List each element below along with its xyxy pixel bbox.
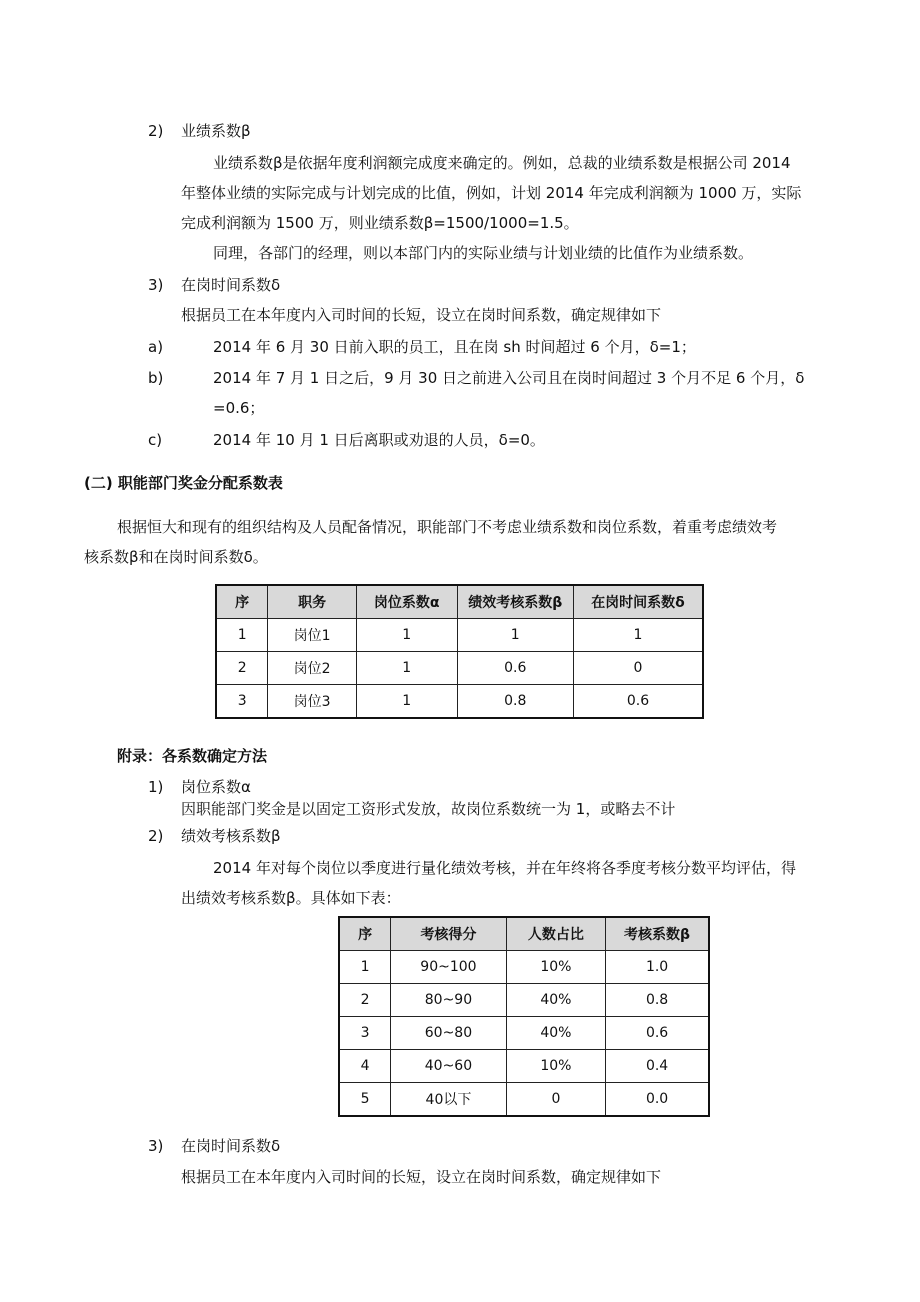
list-item-text: 2014 年 10 月 1 日后离职或劝退的人员，δ=0。	[213, 431, 545, 449]
table-cell: 40%	[506, 1017, 605, 1050]
table-row	[339, 1050, 709, 1083]
table-header-cell: 在岗时间系数δ	[574, 585, 703, 619]
paragraph-line: 2014 年对每个岗位以季度进行量化绩效考核，并在年终将各季度考核分数平均评估，得	[213, 859, 796, 877]
table-header-row	[216, 585, 703, 619]
table-cell: 3	[216, 685, 268, 719]
paragraph-line: 根据员工在本年度内入司时间的长短，设立在岗时间系数，确定规律如下	[181, 1168, 662, 1186]
list-item-text: =0.6；	[213, 399, 265, 417]
subsection-title: 在岗时间系数δ	[181, 276, 281, 294]
table-row	[339, 951, 709, 984]
paragraph-line: 出绩效考核系数β。具体如下表：	[181, 889, 401, 907]
score-coefficient-table	[338, 916, 710, 1117]
table-cell: 40以下	[391, 1083, 507, 1117]
table-cell: 0.8	[457, 685, 574, 719]
table-cell: 40~60	[391, 1050, 507, 1083]
table-cell: 80~90	[391, 984, 507, 1017]
subsection-title: 岗位系数α	[181, 778, 251, 796]
table-row	[339, 984, 709, 1017]
list-label: c)	[148, 431, 163, 449]
table-cell: 1	[356, 685, 457, 719]
subsection-title: 绩效考核系数β	[181, 827, 281, 845]
table-row	[216, 652, 703, 685]
table-cell: 0.4	[606, 1050, 709, 1083]
table-header-cell: 考核系数β	[606, 917, 709, 951]
table-row	[339, 1017, 709, 1050]
table-cell: 岗位2	[268, 652, 357, 685]
table-header-cell: 职务	[268, 585, 357, 619]
table-cell: 10%	[506, 951, 605, 984]
table-header-cell: 序	[339, 917, 391, 951]
list-number: 2)	[148, 122, 164, 140]
paragraph-line: 根据员工在本年度内入司时间的长短，设立在岗时间系数，确定规律如下	[181, 306, 662, 324]
table-header-cell: 岗位系数α	[356, 585, 457, 619]
table-cell: 1	[356, 619, 457, 652]
paragraph-line: 完成利润额为 1500 万，则业绩系数β=1500/1000=1.5。	[181, 214, 579, 232]
table-cell: 0.6	[457, 652, 574, 685]
table-cell: 1	[457, 619, 574, 652]
table-cell: 90~100	[391, 951, 507, 984]
table-header-cell: 考核得分	[391, 917, 507, 951]
table-cell: 1.0	[606, 951, 709, 984]
table-cell: 1	[574, 619, 703, 652]
table-cell: 0.6	[574, 685, 703, 719]
table-cell: 60~80	[391, 1017, 507, 1050]
list-number: 1)	[148, 778, 164, 796]
table-header-cell: 序	[216, 585, 268, 619]
table-cell: 2	[216, 652, 268, 685]
paragraph-line: 业绩系数β是依据年度利润额完成度来确定的。例如，总裁的业绩系数是根据公司 2014	[213, 154, 791, 172]
table-cell: 10%	[506, 1050, 605, 1083]
list-item-text: 2014 年 7 月 1 日之后，9 月 30 日之前进入公司且在岗时间超过 3 个月不足 6 个月，δ	[213, 369, 805, 387]
table-row	[216, 619, 703, 652]
list-number: 3)	[148, 276, 164, 294]
table-cell: 1	[339, 951, 391, 984]
table-cell: 0	[506, 1083, 605, 1117]
table-cell: 0	[574, 652, 703, 685]
table-cell: 40%	[506, 984, 605, 1017]
table-cell: 3	[339, 1017, 391, 1050]
table-cell: 岗位3	[268, 685, 357, 719]
table-header-cell: 人数占比	[506, 917, 605, 951]
table-header-row	[339, 917, 709, 951]
paragraph-line: 核系数β和在岗时间系数δ。	[84, 548, 268, 566]
table-cell: 0.6	[606, 1017, 709, 1050]
list-number: 2)	[148, 827, 164, 845]
table-cell: 1	[356, 652, 457, 685]
table-cell: 4	[339, 1050, 391, 1083]
table-cell: 0.0	[606, 1083, 709, 1117]
list-item-text: 2014 年 6 月 30 日前入职的员工，且在岗 sh 时间超过 6 个月，δ=1；	[213, 338, 696, 356]
paragraph-line: 因职能部门奖金是以固定工资形式发放，故岗位系数统一为 1，或略去不计	[181, 800, 676, 818]
list-number: 3)	[148, 1137, 164, 1155]
paragraph-line: 同理，各部门的经理，则以本部门内的实际业绩与计划业绩的比值作为业绩系数。	[213, 244, 754, 262]
paragraph-line: 年整体业绩的实际完成与计划完成的比值，例如，计划 2014 年完成利润额为 1000 万，实际	[181, 184, 802, 202]
table-row	[339, 1083, 709, 1117]
table-cell: 1	[216, 619, 268, 652]
list-label: a)	[148, 338, 164, 356]
table-cell: 5	[339, 1083, 391, 1117]
section-heading: (二) 职能部门奖金分配系数表	[84, 474, 283, 492]
subsection-title: 业绩系数β	[181, 122, 251, 140]
appendix-heading: 附录：各系数确定方法	[117, 747, 268, 765]
table-cell: 2	[339, 984, 391, 1017]
list-label: b)	[148, 369, 164, 387]
paragraph-line: 根据恒大和现有的组织结构及人员配备情况，职能部门不考虑业绩系数和岗位系数，着重考虑绩效考	[117, 518, 778, 536]
subsection-title: 在岗时间系数δ	[181, 1137, 281, 1155]
table-row	[216, 685, 703, 719]
table-cell: 0.8	[606, 984, 709, 1017]
table-cell: 岗位1	[268, 619, 357, 652]
table-header-cell: 绩效考核系数β	[457, 585, 574, 619]
coefficient-table	[215, 584, 704, 719]
